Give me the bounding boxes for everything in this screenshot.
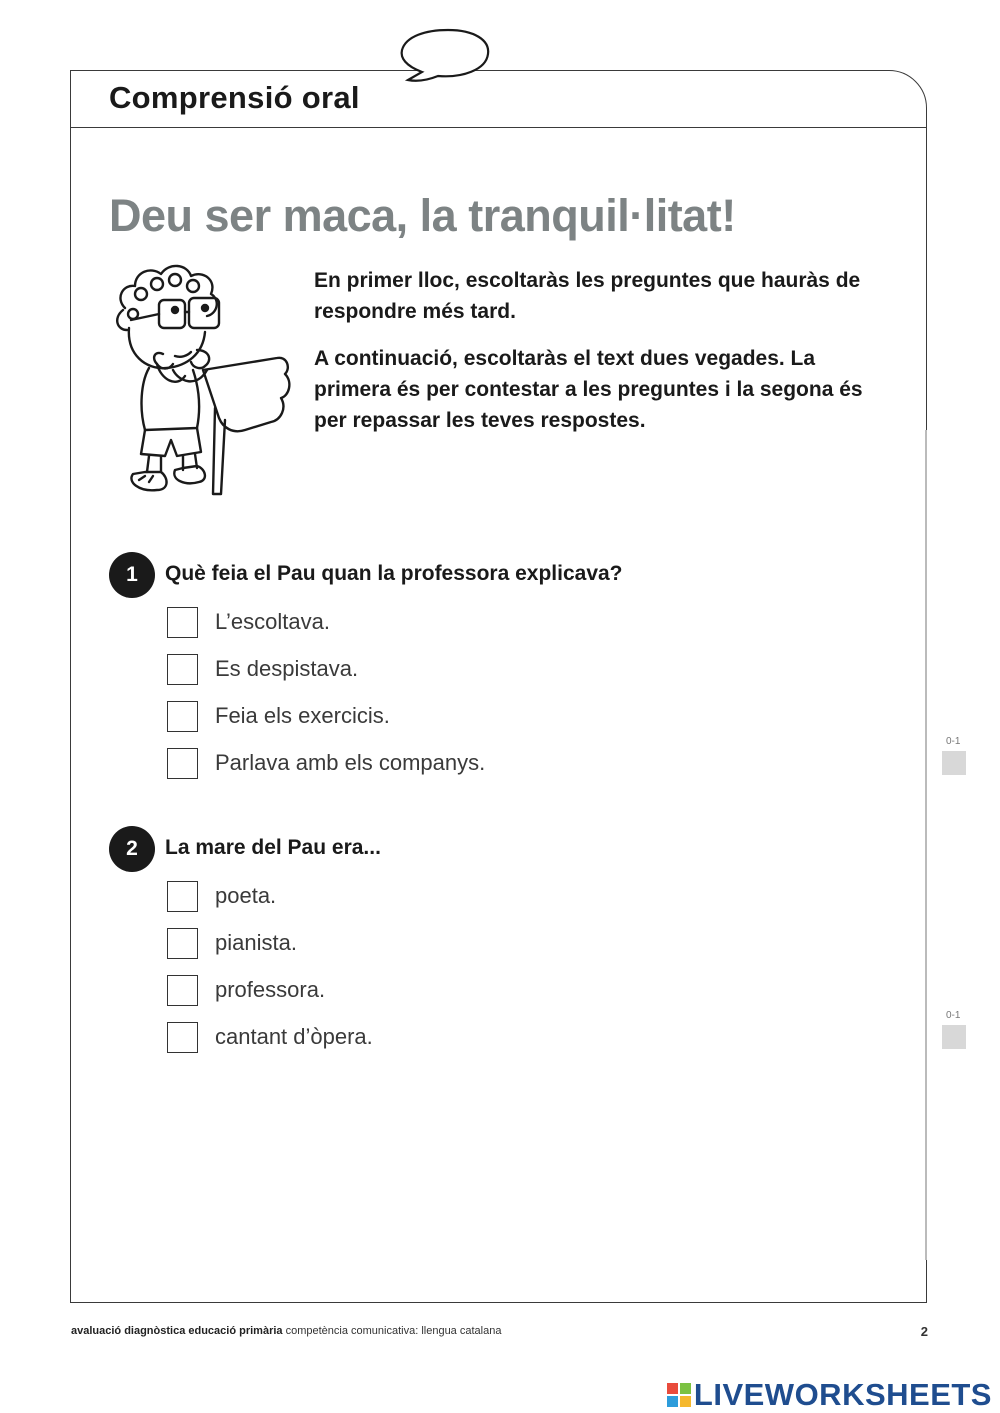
watermark-text: LIVEWORKSHEETS xyxy=(693,1377,992,1412)
answer-label: Parlava amb els companys. xyxy=(215,750,486,775)
answer-checkbox[interactable] xyxy=(167,748,198,779)
answer-label: professora. xyxy=(215,977,326,1002)
footer-title: avaluació diagnòstica educació primària xyxy=(71,1325,283,1337)
thinking-boy-illustration xyxy=(105,258,300,500)
footer-subtitle: competència comunicativa: llengua catalana xyxy=(285,1325,502,1337)
liveworksheets-logo-icon xyxy=(667,1383,691,1407)
answer-checkbox[interactable] xyxy=(167,928,198,959)
question-text: Què feia el Pau quan la professora explicava? xyxy=(165,562,623,585)
answer-label: cantant d’òpera. xyxy=(215,1024,373,1049)
answer-checkbox[interactable] xyxy=(167,881,198,912)
question-number-badge: 1 xyxy=(109,552,155,598)
answer-label: Es despistava. xyxy=(215,656,359,681)
answer-checkbox[interactable] xyxy=(167,701,198,732)
instructions xyxy=(314,265,874,452)
score-label: 0-1 xyxy=(946,1010,961,1021)
answer-option[interactable] xyxy=(167,605,330,639)
page-number: 2 xyxy=(920,1324,928,1339)
question-number-badge: 2 xyxy=(109,826,155,872)
instruction-paragraph-2: A continuació, escoltaràs el text dues vegades. La primera és per contestar a les preguntes i la segona és per repassar les teves respostes. xyxy=(314,347,863,432)
score-field xyxy=(942,1025,966,1049)
answer-option[interactable] xyxy=(167,926,297,960)
main-title: Deu ser maca, la tranquil·litat! xyxy=(109,190,736,241)
score-box-question-2 xyxy=(942,1010,968,1049)
answer-label: pianista. xyxy=(215,930,297,955)
answer-option[interactable] xyxy=(167,879,276,913)
header-divider xyxy=(70,127,927,128)
answer-checkbox[interactable] xyxy=(167,654,198,685)
answer-checkbox[interactable] xyxy=(167,975,198,1006)
answer-option[interactable] xyxy=(167,973,325,1007)
answer-checkbox[interactable] xyxy=(167,607,198,638)
answer-option[interactable] xyxy=(167,1020,373,1054)
instruction-paragraph-1: En primer lloc, escoltaràs les preguntes que hauràs de respondre més tard. xyxy=(314,269,861,323)
answer-checkbox[interactable] xyxy=(167,1022,198,1053)
liveworksheets-watermark xyxy=(667,1377,992,1413)
answer-option[interactable] xyxy=(167,746,485,780)
answer-option[interactable] xyxy=(167,699,390,733)
answer-label: L’escoltava. xyxy=(215,609,330,634)
answer-label: Feia els exercicis. xyxy=(215,703,390,728)
speech-bubble-icon xyxy=(398,28,494,98)
question-text: La mare del Pau era... xyxy=(165,836,381,859)
score-label: 0-1 xyxy=(946,736,961,747)
answer-label: poeta. xyxy=(215,883,277,908)
score-field xyxy=(942,751,966,775)
answer-option[interactable] xyxy=(167,652,358,686)
margin-divider xyxy=(925,430,927,1260)
section-title: Comprensió oral xyxy=(109,80,360,115)
score-box-question-1 xyxy=(942,736,968,775)
page-frame xyxy=(70,70,927,1303)
page-footer xyxy=(71,1325,928,1337)
